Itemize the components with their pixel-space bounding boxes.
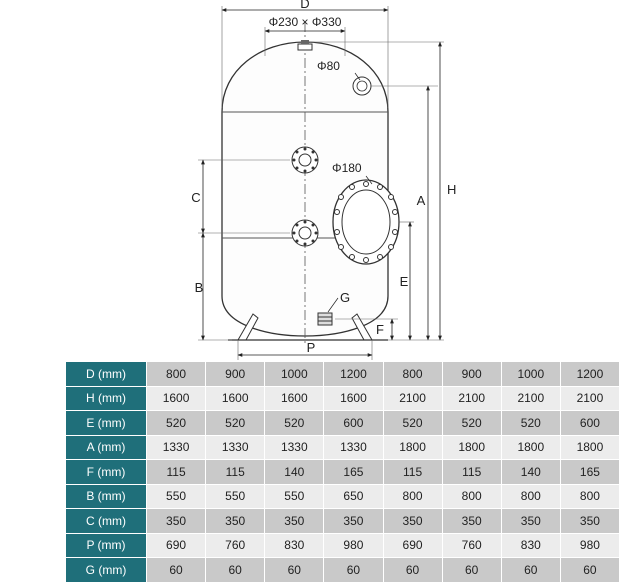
- table-cell: 2100: [501, 386, 560, 411]
- table-cell: 2100: [560, 386, 619, 411]
- table-row: [66, 484, 620, 509]
- row-header: E (mm): [66, 411, 147, 436]
- table-row: [66, 460, 620, 485]
- table-row: [66, 411, 620, 436]
- table-cell: 1000: [265, 362, 324, 386]
- table-cell: 140: [265, 460, 324, 485]
- table-cell: 760: [442, 533, 501, 558]
- table-cell: 690: [147, 533, 206, 558]
- lower-flange: [292, 220, 318, 246]
- label-h: H: [447, 182, 457, 197]
- manhole: [333, 180, 399, 264]
- label-c: C: [191, 190, 201, 205]
- table-cell: 600: [560, 411, 619, 436]
- label-phi180: Φ180: [332, 161, 362, 175]
- label-e: E: [399, 274, 409, 289]
- table-row: [66, 533, 620, 558]
- label-d: D: [300, 0, 310, 11]
- table-cell: 900: [206, 362, 265, 386]
- table-cell: 520: [206, 411, 265, 436]
- label-p: P: [306, 340, 316, 355]
- table-cell: 520: [442, 411, 501, 436]
- table-cell: 1200: [560, 362, 619, 386]
- label-g: G: [340, 290, 351, 305]
- row-header: P (mm): [66, 533, 147, 558]
- table-cell: 350: [206, 509, 265, 534]
- table-cell: 2100: [442, 386, 501, 411]
- table-cell: 1330: [206, 435, 265, 460]
- table-cell: 165: [324, 460, 383, 485]
- dimension-table: [66, 362, 620, 583]
- table-cell: 1200: [324, 362, 383, 386]
- table-cell: 115: [206, 460, 265, 485]
- table-cell: 115: [442, 460, 501, 485]
- row-header: D (mm): [66, 362, 147, 386]
- table-cell: 2100: [383, 386, 442, 411]
- table-cell: 690: [383, 533, 442, 558]
- table-cell: 1800: [501, 435, 560, 460]
- row-header: A (mm): [66, 435, 147, 460]
- table-cell: 800: [501, 484, 560, 509]
- table-cell: 550: [147, 484, 206, 509]
- label-a: A: [416, 193, 426, 208]
- table-cell: 350: [560, 509, 619, 534]
- table-cell: 1600: [147, 386, 206, 411]
- table-row: [66, 509, 620, 534]
- row-header: G (mm): [66, 558, 147, 583]
- table-cell: 550: [206, 484, 265, 509]
- table-cell: 1600: [265, 386, 324, 411]
- table-cell: 60: [265, 558, 324, 583]
- top-cap: [301, 40, 309, 44]
- table-cell: 900: [442, 362, 501, 386]
- table-cell: 800: [383, 484, 442, 509]
- phi80-porthole: [353, 77, 371, 95]
- table-cell: 550: [265, 484, 324, 509]
- table-cell: 1800: [383, 435, 442, 460]
- label-phi80: Φ80: [317, 59, 340, 73]
- table-cell: 600: [324, 411, 383, 436]
- table-cell: 350: [324, 509, 383, 534]
- table-cell: 1330: [265, 435, 324, 460]
- top-opening: [298, 44, 312, 50]
- table-cell: 830: [501, 533, 560, 558]
- table-cell: 115: [147, 460, 206, 485]
- table-row: [66, 362, 620, 386]
- table-cell: 60: [147, 558, 206, 583]
- table-cell: 520: [147, 411, 206, 436]
- table-cell: 350: [147, 509, 206, 534]
- table-cell: 520: [501, 411, 560, 436]
- label-f: F: [376, 322, 384, 337]
- table-cell: 60: [442, 558, 501, 583]
- table-cell: 800: [442, 484, 501, 509]
- table-row: [66, 558, 620, 583]
- table-cell: 1600: [324, 386, 383, 411]
- table-cell: 60: [206, 558, 265, 583]
- table-cell: 60: [383, 558, 442, 583]
- table-cell: 60: [501, 558, 560, 583]
- table-cell: 800: [383, 362, 442, 386]
- table-cell: 1330: [147, 435, 206, 460]
- table-cell: 830: [265, 533, 324, 558]
- table-cell: 350: [383, 509, 442, 534]
- table-cell: 60: [560, 558, 619, 583]
- table-cell: 350: [265, 509, 324, 534]
- table-row: [66, 386, 620, 411]
- upper-flange: [292, 147, 318, 173]
- table-cell: 1800: [442, 435, 501, 460]
- table-cell: 800: [560, 484, 619, 509]
- drain-fitting: [318, 313, 332, 325]
- row-header: F (mm): [66, 460, 147, 485]
- label-top-opening: Φ230 × Φ330: [268, 15, 342, 29]
- table-cell: 140: [501, 460, 560, 485]
- table-cell: 165: [560, 460, 619, 485]
- table-cell: 350: [501, 509, 560, 534]
- table-cell: 60: [324, 558, 383, 583]
- table-cell: 520: [383, 411, 442, 436]
- row-header: H (mm): [66, 386, 147, 411]
- table-cell: 980: [324, 533, 383, 558]
- table-cell: 980: [560, 533, 619, 558]
- table-cell: 1600: [206, 386, 265, 411]
- table-cell: 1800: [560, 435, 619, 460]
- table-cell: 350: [442, 509, 501, 534]
- table-row: [66, 435, 620, 460]
- row-header: B (mm): [66, 484, 147, 509]
- row-header: C (mm): [66, 509, 147, 534]
- table-cell: 760: [206, 533, 265, 558]
- table-cell: 1000: [501, 362, 560, 386]
- table-cell: 1330: [324, 435, 383, 460]
- table-cell: 800: [147, 362, 206, 386]
- table-cell: 115: [383, 460, 442, 485]
- label-b: B: [194, 280, 204, 295]
- table-cell: 520: [265, 411, 324, 436]
- table-cell: 650: [324, 484, 383, 509]
